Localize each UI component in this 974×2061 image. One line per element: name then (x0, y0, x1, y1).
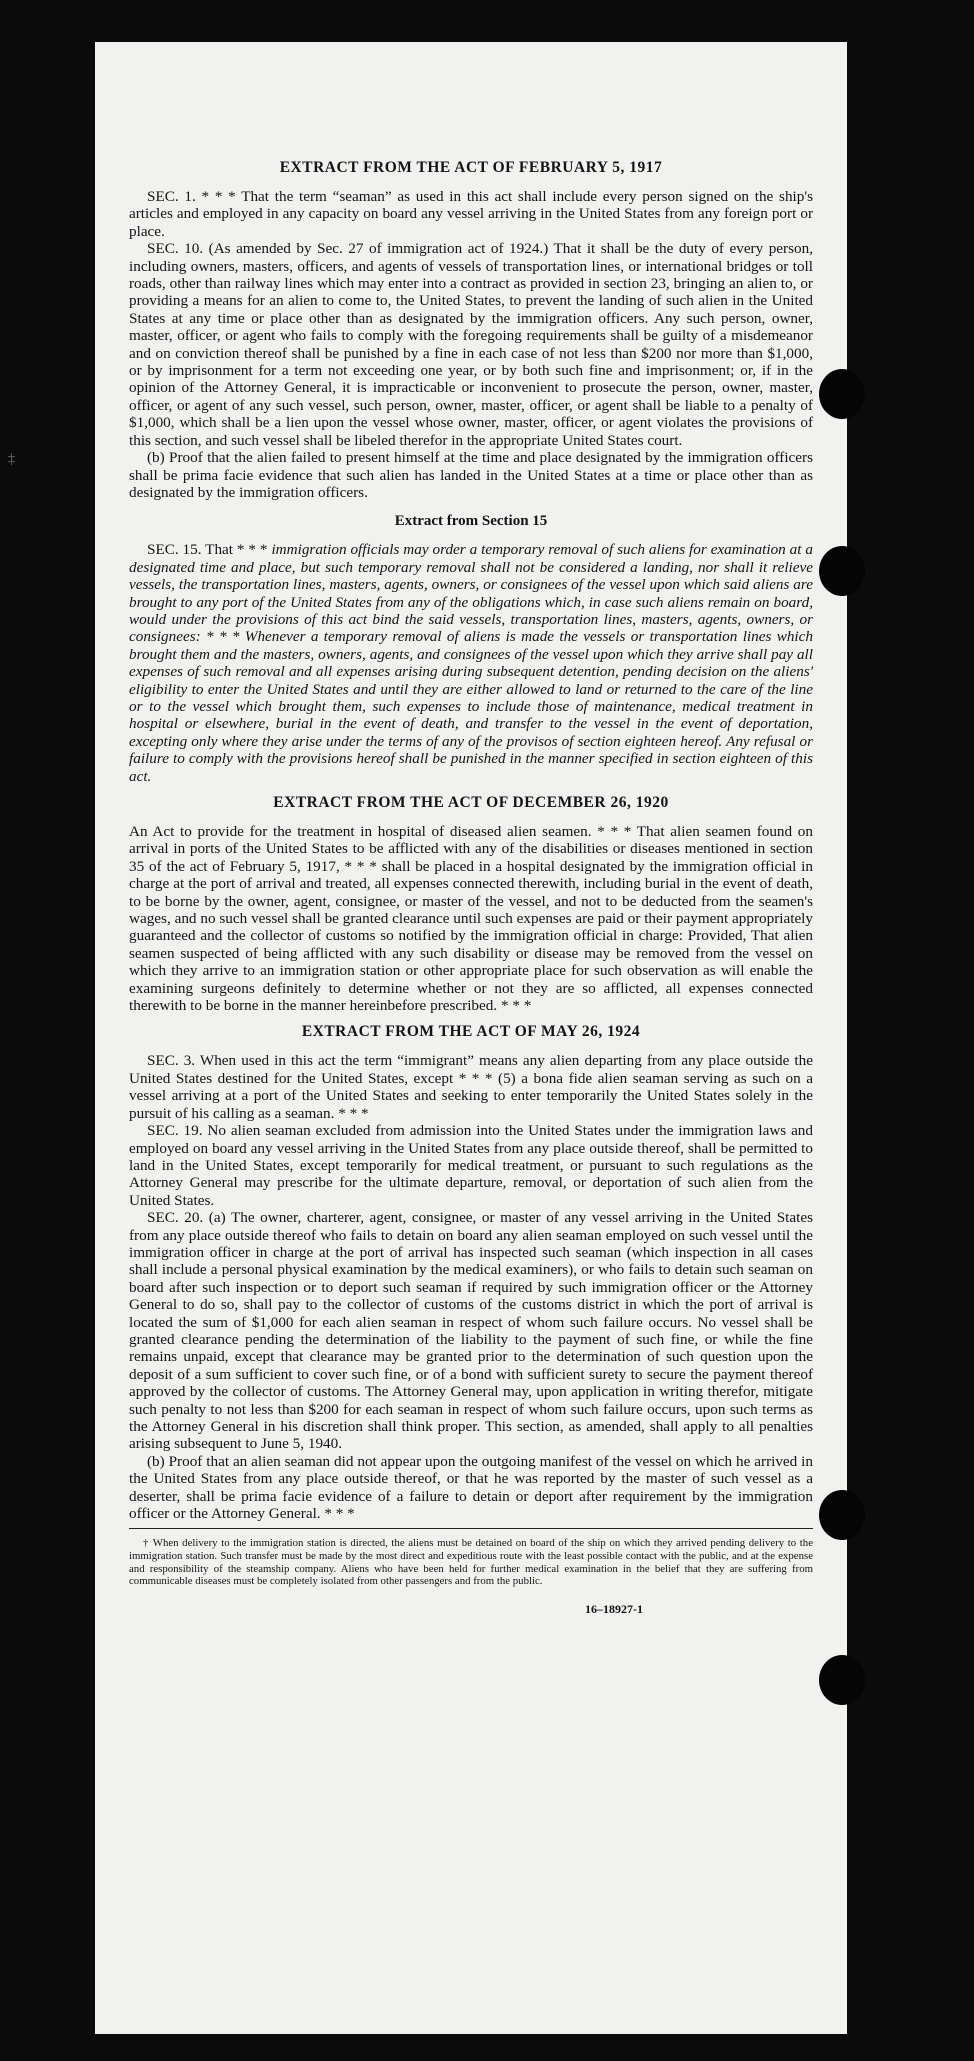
paragraph-sec-20-a: SEC. 20. (a) The owner, charterer, agent, consignee, or master of any vessel arriving in the United States from any place outside thereof who fails to detain on board any alien seaman employed on such vessel until the immigration officer in charge at the port of arrival has inspected such seaman (which inspection in all cases shall include a personal physical examination by the medical examiners), or who fails to detain such seaman on board after such inspection or to deport such seaman if required by such immigration officer or the Attorney General to do so, shall pay to the collector of customs of the customs district in which the port of arrival is located the sum of $1,000 for each alien seaman in respect of whom such failure occurs. No vessel shall be granted clearance pending the determination of the liability to the payment of such fine, or while the fine remains unpaid, except that clearance may be granted prior to the determination of such question upon the deposit of a sum sufficient to cover such fine, or of a bond with sufficient surety to secure the payment thereof approved by the collector of customs. The Attorney General may, upon application in writing therefor, mitigate such penalty to not less than $200 for each seaman in respect of whom such failure occurs, upon such terms as the Attorney General in his discretion shall think proper. This section, as amended, shall apply to all penalties arising subsequent to June 5, 1940. (129, 1209, 813, 1453)
paragraph-sec-10: SEC. 10. (As amended by Sec. 27 of immigration act of 1924.) That it shall be the duty of every person, including owners, masters, officers, and agents of vessels of transportation lines, or international bridges or toll roads, other than railway lines which may enter into a contract as provided in section 23, bringing an alien to, or providing a means for an alien to come to, the United States, to prevent the landing of such alien in the United States at any time or place other than as designated by the immigration officers. Any such person, owner, master, officer, or agent who fails to comply with the foregoing requirements shall be guilty of a misdemeanor and on conviction thereof shall be punished by a fine in each case of not less than $200 nor more than $1,000, or by imprisonment for a term not exceeding one year, or by both such fine and imprisonment; or, if in the opinion of the Attorney General, it is impracticable or inconvenient to prosecute the person, owner, master, officer, or agent of any such vessel, such person, owner, master, officer, or agent shall be liable to a penalty of $1,000, which shall be a lien upon the vessel whose owner, master, officer, or agent violates the provisions of this section, and such vessel shall be libeled therefor in the appropriate United States court. (129, 240, 813, 449)
document-number: 16–18927-1 (585, 1601, 643, 1616)
paragraph-sec-20-b: (b) Proof that an alien seaman did not appear upon the outgoing manifest of the vessel on which he arrived in the United States from any place outside thereof, or that he was reported by the master of such vessel as a deserter, shall be prima facie evidence of a failure to detain or deport after requirement by the immigration officer or the Attorney General. * * * (129, 1452, 813, 1523)
section-act-1924 (129, 1022, 813, 1522)
section-heading: EXTRACT FROM THE ACT OF MAY 26, 1924 (301, 1023, 641, 1041)
paragraph-sec-19: SEC. 19. No alien seaman excluded from admission into the United States under the immigration laws and employed on board any vessel arriving in the United States from any place outside thereof, shall be permitted to land in the United States, except temporarily for medical treatment, or pursuant to such regulations as the Attorney General may prescribe for the ultimate departure, removal, or deportation of such alien from the United States. (129, 1122, 813, 1209)
section-subheading: Extract from Section 15 (394, 513, 548, 530)
paragraph-lead: SEC. 15. That * * * (147, 541, 272, 559)
section-act-1917 (129, 158, 813, 501)
paragraph-sec-3: SEC. 3. When used in this act the term “immigrant” means any alien departing from any place outside the United States destined for the United States, except * * * (5) a bona fide alien seaman serving as such on a vessel arriving at a port of the United States and seeking to enter temporarily the United States solely in the pursuit of his calling as a seaman. * * * (129, 1052, 813, 1122)
document-page (95, 42, 847, 2034)
punch-hole (819, 1655, 865, 1705)
punch-hole (819, 1490, 865, 1540)
footnote-divider (129, 1528, 813, 1529)
punch-hole (819, 369, 865, 419)
footnote: † When delivery to the immigration station is directed, the aliens must be detained on board of the ship on which they arrived pending delivery to the immigration station. Such transfer must be made by the most direct and expeditious route with the least possible contact with the public, and at the expense and responsibility of the steamship company. Aliens who have been held for further medical examination in the belief that they are suffering from communicable diseases must be completely isolated from other passengers and from the public. (129, 1537, 813, 1588)
section-heading: EXTRACT FROM THE ACT OF DECEMBER 26, 1920 (273, 794, 669, 811)
section-act-1920 (129, 793, 813, 1014)
paragraph-act-1920: An Act to provide for the treatment in hospital of diseased alien seamen. * * * That alien seamen found on arrival in ports of the United States to be afflicted with any of the disabilities or diseases mentioned in section 35 of the act of February 5, 1917, * * * shall be placed in a hospital designated by the immigration official in charge at the port of arrival and treated, all expenses connected therewith, including burial in the event of death, to be borne by the owner, agent, consignee, or master of the vessel, and not to be deducted from the seamen's wages, and no such vessel shall be granted clearance until such expenses are paid or their payment appropriately guaranteed and the collector of customs so notified by the immigration official in charge: Provided, That alien seamen suspected of being afflicted with any such disability or disease may be removed from the vessel on which they arrive to an immigration station or other appropriate place for such observation as will enable the examining surgeons definitely to determine whether or not they are so afflicted, all expenses connected therewith to be borne in the manner hereinbefore prescribed. * * * (129, 823, 813, 1015)
paragraph-sec-10-b: (b) Proof that the alien failed to present himself at the time and place designated by the immigration officers shall be prima facie evidence that such alien has landed in the United States at a time or place other than as designated by the immigration officers. (129, 449, 813, 501)
paragraph-italic-body: immigration officials may order a temporary removal of such aliens for examination at a designated time and place, but such temporary removal shall not be considered a landing, nor shall it relieve vessels, the transportation lines, masters, agents, owners, or consignees of the vessel upon which said aliens are brought to any port of the United States from any of the obligations which, in case such aliens remain on board, would under the provisions of this act bind the said vessels, transportation lines, masters, agents, owners, or consignees: * * * Whenever a temporary removal of aliens is made the vessels or transportation lines which brought them and the masters, owners, agents, and consignees of the vessel upon which they arrive shall pay all expenses of such removal and all expenses arising during subsequent detention, pending decision on the aliens' eligibility to enter the United States and until they are either allowed to land or returned to the care of the line or to the vessel which brought them, such expenses to include those of maintenance, medical treatment in hospital or elsewhere, burial in the event of death, and transfer to the vessel in the event of deportation, excepting only where they arise under the terms of any of the provisos of section eighteen hereof. Any refusal or failure to comply with the provisions hereof shall be punished in the manner specified in section eighteen of this act. (129, 541, 813, 785)
paragraph-sec-1: SEC. 1. * * * That the term “seaman” as used in this act shall include every person signed on the ship's articles and employed in any capacity on board any vessel arriving in the United States from any foreign port or place. (129, 188, 813, 240)
section-heading: EXTRACT FROM THE ACT OF FEBRUARY 5, 1917 (279, 159, 663, 176)
punch-hole (819, 546, 865, 596)
paragraph-sec-15 (129, 541, 813, 785)
section-15-extract (129, 511, 813, 785)
scan-edge-mark: ‡ (8, 452, 15, 467)
